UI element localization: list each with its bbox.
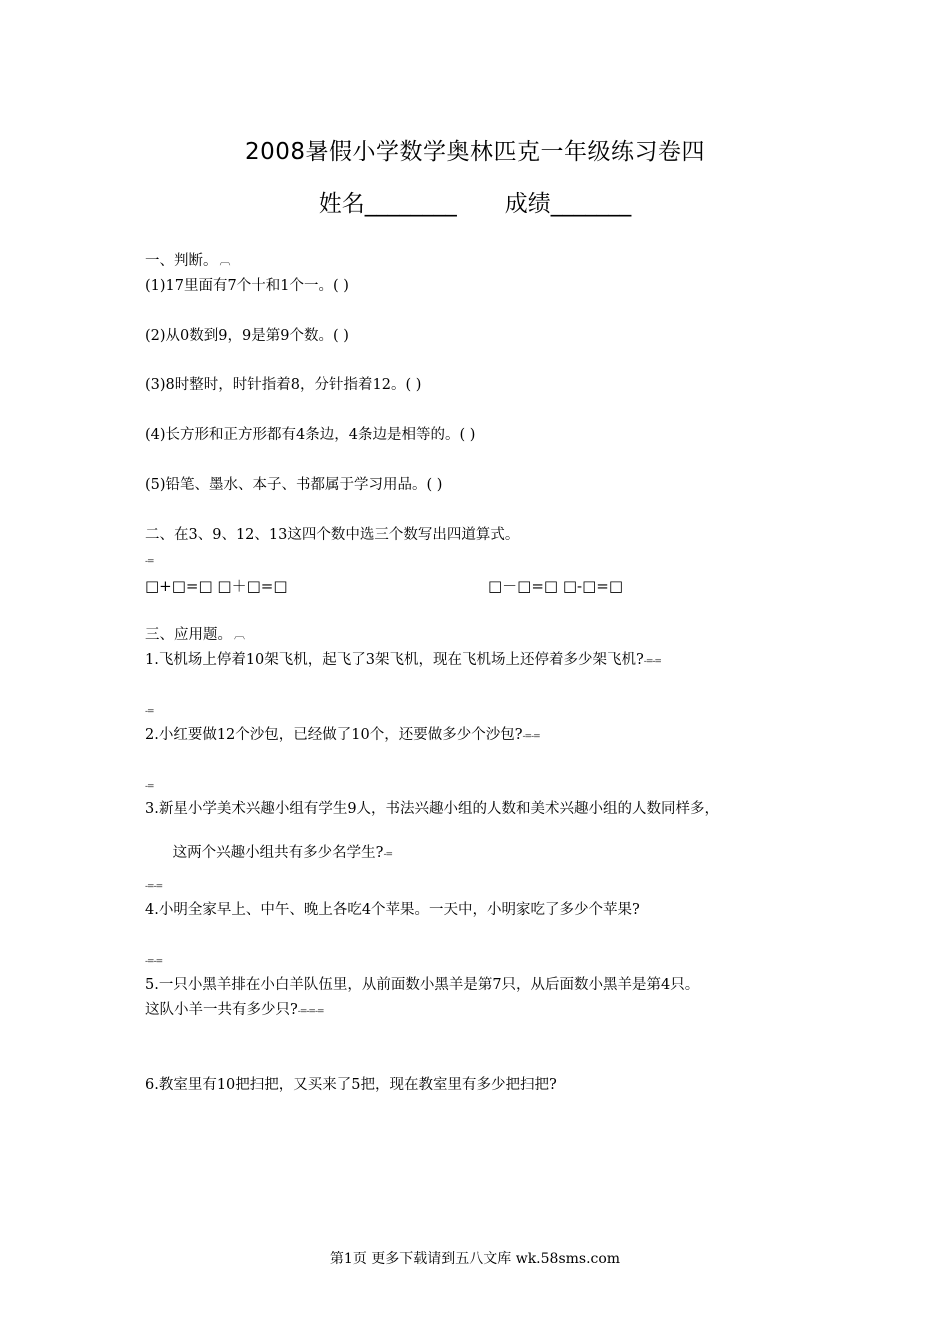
word-problem-5-mark: -=-=-= (297, 1007, 324, 1017)
judge-question-4: (4)长方形和正方形都有4条边，4条边是相等的。( ) (145, 427, 476, 443)
word-problem-4: 4.小明全家早上、中午、晚上各吃4个苹果。一天中，小明家吃了多少个苹果? (145, 902, 640, 918)
word-problem-3-mark: -= (383, 850, 393, 860)
section1-heading-mark: ︹ (219, 254, 231, 267)
equation-blanks-right: □－□=□ □-□=□ (488, 577, 624, 595)
page-footer: 第1页 更多下载请到五八文库 wk.58sms.com (329, 1251, 621, 1267)
word-problem-1: 1.飞机场上停着10架飞机，起飞了3架飞机，现在飞机场上还停着多少架飞机?-=-= (145, 652, 661, 668)
word-problem-3-line1: 3.新星小学美术兴趣小组有学生9人，书法兴趣小组的人数和美术兴趣小组的人数同样多， (145, 801, 720, 817)
name-field-label: 姓名________ (318, 191, 457, 217)
judge-question-2: (2)从0数到9，9是第9个数。( ) (145, 328, 349, 344)
judge-question-5: (5)铅笔、墨水、本子、书都属于学习用品。( ) (145, 477, 443, 493)
word-problem-6: 6.教室里有10把扫把，又买来了5把，现在教室里有多少把扫把? (145, 1077, 557, 1093)
name-score-line (0, 185, 950, 218)
word-problem-3-line2: 这两个兴趣小组共有多少名学生?-= (163, 845, 393, 861)
word-problem-1-mark: -=-= (643, 657, 661, 667)
word-problem-1-after-mark: -= (145, 707, 154, 717)
section1-heading: 一、判断。 ︹ (145, 253, 231, 269)
word-problem-2: 2.小红要做12个沙包，已经做了10个，还要做多少个沙包?-=-= (145, 727, 540, 743)
word-problem-4-after-mark: -=-= (145, 957, 163, 967)
equation-blanks-left: □+□=□ □＋□=□ (145, 577, 288, 595)
word-problem-5-line1: 5.一只小黑羊排在小白羊队伍里，从前面数小黑羊是第7只，从后面数小黑羊是第4只。 (145, 977, 700, 993)
section2-heading: 二、在3、9、12、13这四个数中选三个数写出四道算式。 (145, 527, 520, 543)
judge-question-3: (3)8时整时，时针指着8，分针指着12。( ) (145, 377, 422, 393)
word-problem-5-line2: 这队小羊一共有多少只?-=-=-= (145, 1002, 324, 1018)
word-problem-3-after-mark: -=-= (145, 882, 163, 892)
score-field-label: 成绩_______ (504, 191, 632, 217)
page-title: 2008暑假小学数学奥林匹克一年级练习卷四 (244, 139, 706, 165)
section3-heading-mark: ︹ (234, 628, 245, 641)
word-problem-2-mark: -=-= (522, 732, 540, 742)
judge-question-1: (1)17里面有7个十和1个一。( ) (145, 278, 349, 294)
word-problem-2-after-mark: -= (145, 782, 154, 792)
section3-heading: 三、应用题。 ︹ (145, 627, 245, 643)
section2-mark: -= (145, 557, 154, 567)
